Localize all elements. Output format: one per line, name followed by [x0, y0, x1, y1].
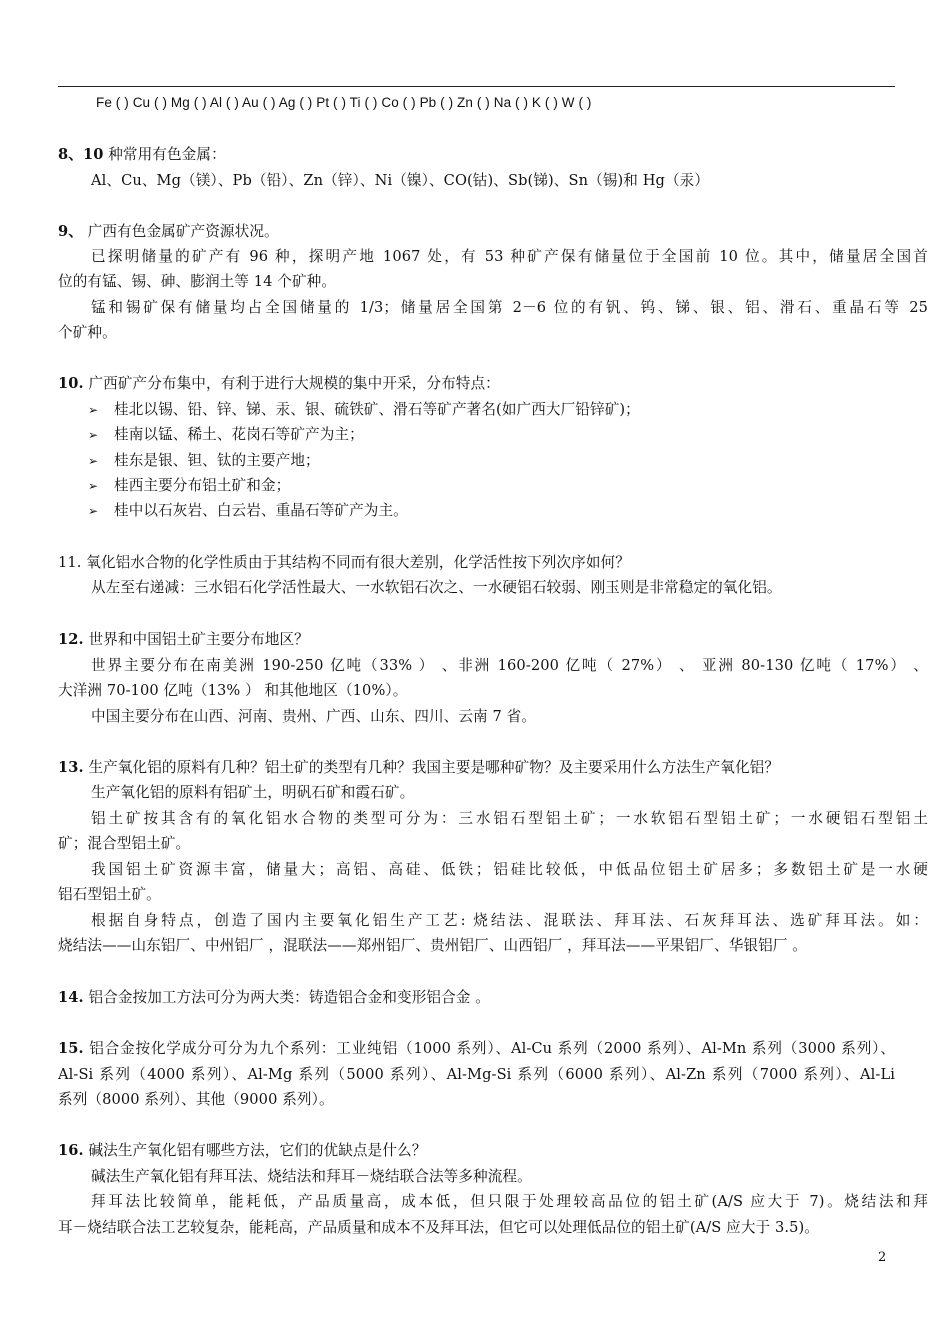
list-item-text: 桂南以锰、稀土、花岗石等矿产为主； [114, 426, 364, 443]
paragraph-line: 烧结法——山东铝厂、中州铝厂 ，混联法——郑州铝厂、贵州铝厂、山西铝厂 ，拜耳法——平果铝厂、华银铝厂 。 [58, 937, 807, 954]
paragraph-line: 锰和锡矿保有储量均占全国储量的 1/3；储量居全国第 2－6 位的有钒、钨、锑、银、铝、滑石、重晶石等 25 [91, 299, 928, 316]
question-8-title [58, 145, 895, 165]
paragraph-line: 位的有锰、锡、砷、膨润土等 14 个矿种。 [58, 273, 337, 290]
paragraph-line: Al-Si 系列（4000 系列）、Al-Mg 系列（5000 系列）、Al-Mg-Si 系列（6000 系列）、Al-Zn 系列（7000 系列）、Al-Li [58, 1066, 895, 1083]
paragraph-line: 中国主要分布在山西、河南、贵州、广西、山东、四川、云南 7 省。 [91, 708, 536, 725]
paragraph-line: 我国铝土矿资源丰富，储量大；高铝、高硅、低铁；铝硅比较低，中低品位铝土矿居多；多数铝土矿是一水硬 [91, 861, 928, 878]
paragraph-line: 已探明储量的矿产有 96 种，探明产地 1067 处，有 53 种矿产保有储量位于全国前 10 位。其中，储量居全国首 [91, 248, 928, 265]
question-text: 铝合金按化学成分可分为九个系列：工业纯铝（1000 系列）、Al-Cu 系列（2000 系列）、Al-Mn 系列（3000 系列）、 [83, 1040, 895, 1057]
question-text: 广西有色金属矿产资源状况。 [82, 223, 279, 240]
list-item-text: 桂中以石灰岩、白云岩、重晶石等矿产为主。 [114, 502, 408, 519]
list-item-text: 桂北以锡、铅、锌、锑、汞、银、硫铁矿、滑石等矿产著名(如广西大厂铅锌矿)； [114, 401, 640, 418]
paragraph-line: 根据自身特点，创造了国内主要氧化铝生产工艺: 烧结法、混联法、拜耳法、石灰拜耳法、选矿拜耳法。如： [91, 912, 928, 929]
question-text: 生产氧化铝的原料有几种？铝土矿的类型有几种？我国主要是哪种矿物？及主要采用什么方法生产氧化铝？ [83, 759, 780, 776]
question-12-title [58, 630, 895, 650]
list-item [58, 476, 925, 496]
paragraph-line: 碱法生产氧化铝有拜耳法、烧结法和拜耳－烧结联合法等多种流程。 [91, 1168, 532, 1185]
question-8-body: Al、Cu、Mg（镁）、Pb（铅）、Zn（锌）、Ni（镍）、CO(钴)、Sb(锑)、Sn（锡)和 Hg（汞） [91, 172, 710, 189]
page-number: 2 [878, 1250, 887, 1265]
question-number: 12. [58, 631, 84, 648]
question-number: 13. [58, 759, 84, 776]
arrow-bullet-icon: ➢ [88, 428, 99, 442]
arrow-bullet-icon: ➢ [88, 454, 99, 468]
question-9-title [58, 222, 895, 242]
question-text: 碱法生产氧化铝有哪些方法，它们的优缺点是什么？ [83, 1142, 427, 1159]
paragraph-line: 个矿种。 [58, 324, 117, 341]
question-14-title [58, 988, 895, 1008]
question-number: 14. [58, 989, 84, 1006]
list-item-text: 桂东是银、钽、钛的主要产地； [114, 452, 320, 469]
list-item [58, 501, 925, 521]
element-symbols-line: Fe ( ) Cu ( ) Mg ( ) Al ( ) Au ( ) Ag ( ) Pt ( ) Ti ( ) Co ( ) Pb ( ) Zn ( ) Na ( ) K ( ) W ( ) [96, 95, 592, 110]
arrow-bullet-icon: ➢ [88, 403, 99, 417]
paragraph-line: 生产氧化铝的原料有铝矿土，明矾石矿和霞石矿。 [91, 784, 415, 801]
question-11-title: 11. 氧化铝水合物的化学性质由于其结构不同而有很大差别，化学活性按下列次序如何？ [58, 554, 630, 571]
paragraph-line: 铝石型铝土矿。 [58, 886, 161, 903]
paragraph-line: 耳－烧结联合法工艺较复杂，能耗高，产品质量和成本不及拜耳法，但它可以处理低品位的铝土矿(A/S 应大于 3.5)。 [58, 1219, 819, 1236]
question-number: 10. [58, 375, 84, 392]
list-item [58, 451, 925, 471]
arrow-bullet-icon: ➢ [88, 479, 99, 493]
question-number: 15. [58, 1040, 84, 1057]
paragraph-line: 系列（8000 系列）、其他（9000 系列）。 [58, 1091, 334, 1108]
paragraph-line: 铝土矿按其含有的氧化铝水合物的类型可分为：三水铝石型铝土矿；一水软铝石型铝土矿；一水硬铝石型铝土 [91, 810, 928, 827]
question-15-title [58, 1039, 895, 1059]
question-text: 世界和中国铝土矿主要分布地区？ [83, 631, 309, 648]
paragraph-line: 大洋洲 70-100 亿吨（13% ） 和其他地区（10%）。 [58, 682, 408, 699]
paragraph-line: 矿；混合型铝土矿。 [58, 835, 191, 852]
paragraph-line: 拜耳法比较简单，能耗低，产品质量高，成本低，但只限于处理较高品位的铝土矿(A/S 应大于 7)。烧结法和拜 [91, 1193, 928, 1210]
question-13-title [58, 758, 895, 778]
question-number: 9、 [58, 223, 83, 240]
question-number: 8、10 [58, 146, 104, 163]
question-text: 广西矿产分布集中，有利于进行大规模的集中开采，分布特点： [83, 375, 500, 392]
question-number: 16. [58, 1142, 84, 1159]
header-rule [58, 86, 895, 87]
question-10-title [58, 374, 895, 394]
arrow-bullet-icon: ➢ [88, 504, 99, 518]
paragraph-line: 世界主要分布在南美洲 190-250 亿吨（33% ） 、非洲 160-200 亿吨（ 27%） 、 亚洲 80-130 亿吨（ 17%） 、 [91, 657, 928, 674]
question-text: 铝合金按加工方法可分为两大类：铸造铝合金和变形铝合金 。 [83, 989, 490, 1006]
list-item-text: 桂西主要分布铝土矿和金； [114, 477, 291, 494]
list-item [58, 400, 925, 420]
question-text: 种常用有色金属： [103, 146, 226, 163]
list-item [58, 425, 925, 445]
question-11-body: 从左至右递减：三水铝石化学活性最大、一水软铝石次之、一水硬铝石较弱、刚玉则是非常稳定的氧化铝。 [91, 579, 782, 596]
question-16-title [58, 1141, 895, 1161]
